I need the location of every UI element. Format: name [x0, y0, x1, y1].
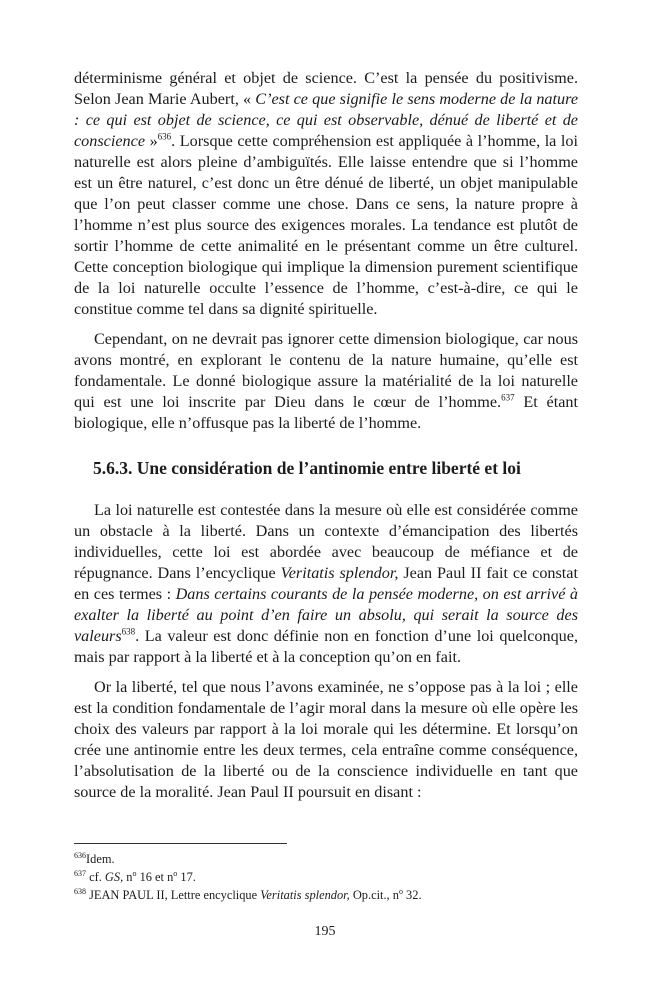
encyclical-title: Veritatis splendor, — [280, 564, 399, 582]
footnotes — [74, 850, 578, 904]
paragraph-1: déterminisme général et objet de science. C’est la pensée du positivisme. Selon Jean Marie Aubert, « C’est ce que signifie le sens moderne de la nature : ce qui est objet de science, ce qui est observable, dénué de liberté et de conscience »$^{636}$. Lorsque cette compréhension est appliquée à l’homme, la loi naturelle est alors pleine d’ambiguïtés. Elle laisse entendre que si l’homme est un être naturel, c’est donc un être dénué de liberté, un objet manipulable que l’on peut classer comme une chose. Dans ce sens, la nature propre à l’homme n’est plus source des exigences morales. La tendance est plutôt de sortir l’homme de cette animalité en le présentant comme un être culturel. Cette conception biologique qui implique la dimension purement scientifique de la loi naturelle occulte l’essence de l’homme, c’est-à-dire, ce qui le constitue comme tel dans sa dignité spirituelle. — [74, 69, 579, 318]
encyclical-quote: Dans certains courants de la pensée moderne, on est arrivé à exalter la liberté au point d’en faire un absolu, qui serait la source des valeurs — [74, 585, 578, 645]
footnote-ref-636[interactable]: 636 — [157, 131, 172, 142]
section-heading: 5.6.3. Une considération de l’antinomie entre liberté et loi — [93, 458, 521, 478]
paragraph-4: Or la liberté, tel que nous l’avons examinée, ne s’oppose pas à la loi ; elle est la condition fondamentale de l’agir moral dans la mesure où elle opère les choix des valeurs par rapport à la loi morale qui les détermine. Et lorsqu’on crée une antinomie entre les deux termes, cela entraîne comme conséquence, l’absolutisation de la liberté ou de la conscience individuelle en tant que source de la moralité. Jean Paul II poursuit en disant : — [74, 678, 578, 801]
paragraph-3: La loi naturelle est contestée dans la mesure où elle est considérée comme un obstacle à la liberté. Dans un contexte d’émancipation des libertés individuelles, cette loi est abordée avec beaucoup de méfiance et de répugnance. Dans l’encyclique Veritatis splendor, Jean Paul II fait ce constat en ces termes : Dans certains courants de la pensée moderne, on est arrivé à exalter la liberté au point d’en faire un absolu, qui serait la source des valeurs$^{638}$. La valeur est donc définie non en fonction d’une loi quelconque, mais par rapport à la liberté et à la conception qu’on en fait. — [74, 501, 578, 666]
footnote-ref-637[interactable]: 637 — [501, 392, 515, 403]
page-number: 195 — [314, 924, 336, 939]
aubert-quote: C’est ce que signifie le sens moderne de la nature : ce qui est objet de science, ce qui est observable, dénué de liberté et de conscience — [74, 90, 579, 150]
page-body — [74, 68, 578, 812]
footnote-638: $^{638}$ JEAN PAUL II, Lettre encyclique Veritatis splendor, Op.cit., $n^o$ 32. — [74, 886, 422, 902]
footnote-divider — [74, 843, 287, 844]
footnote-ref-638[interactable]: 638 — [121, 626, 136, 637]
paragraph-2: Cependant, on ne devrait pas ignorer cette dimension biologique, car nous avons montré, en explorant le contenu de la nature humaine, qu’elle est fondamentale. Le donné biologique assure la matérialité de la loi naturelle qui est une loi inscrite par Dieu dans le cœur de l’homme.$^{637}$ Et étant biologique, elle n’offusque pas la liberté de l’homme. — [74, 330, 579, 432]
footnote-636: $^{636}$Idem. — [74, 850, 115, 866]
footnote-637: $^{637}$ cf. GS, $n^o$ 16 et $n^o$ 17. — [74, 868, 196, 884]
